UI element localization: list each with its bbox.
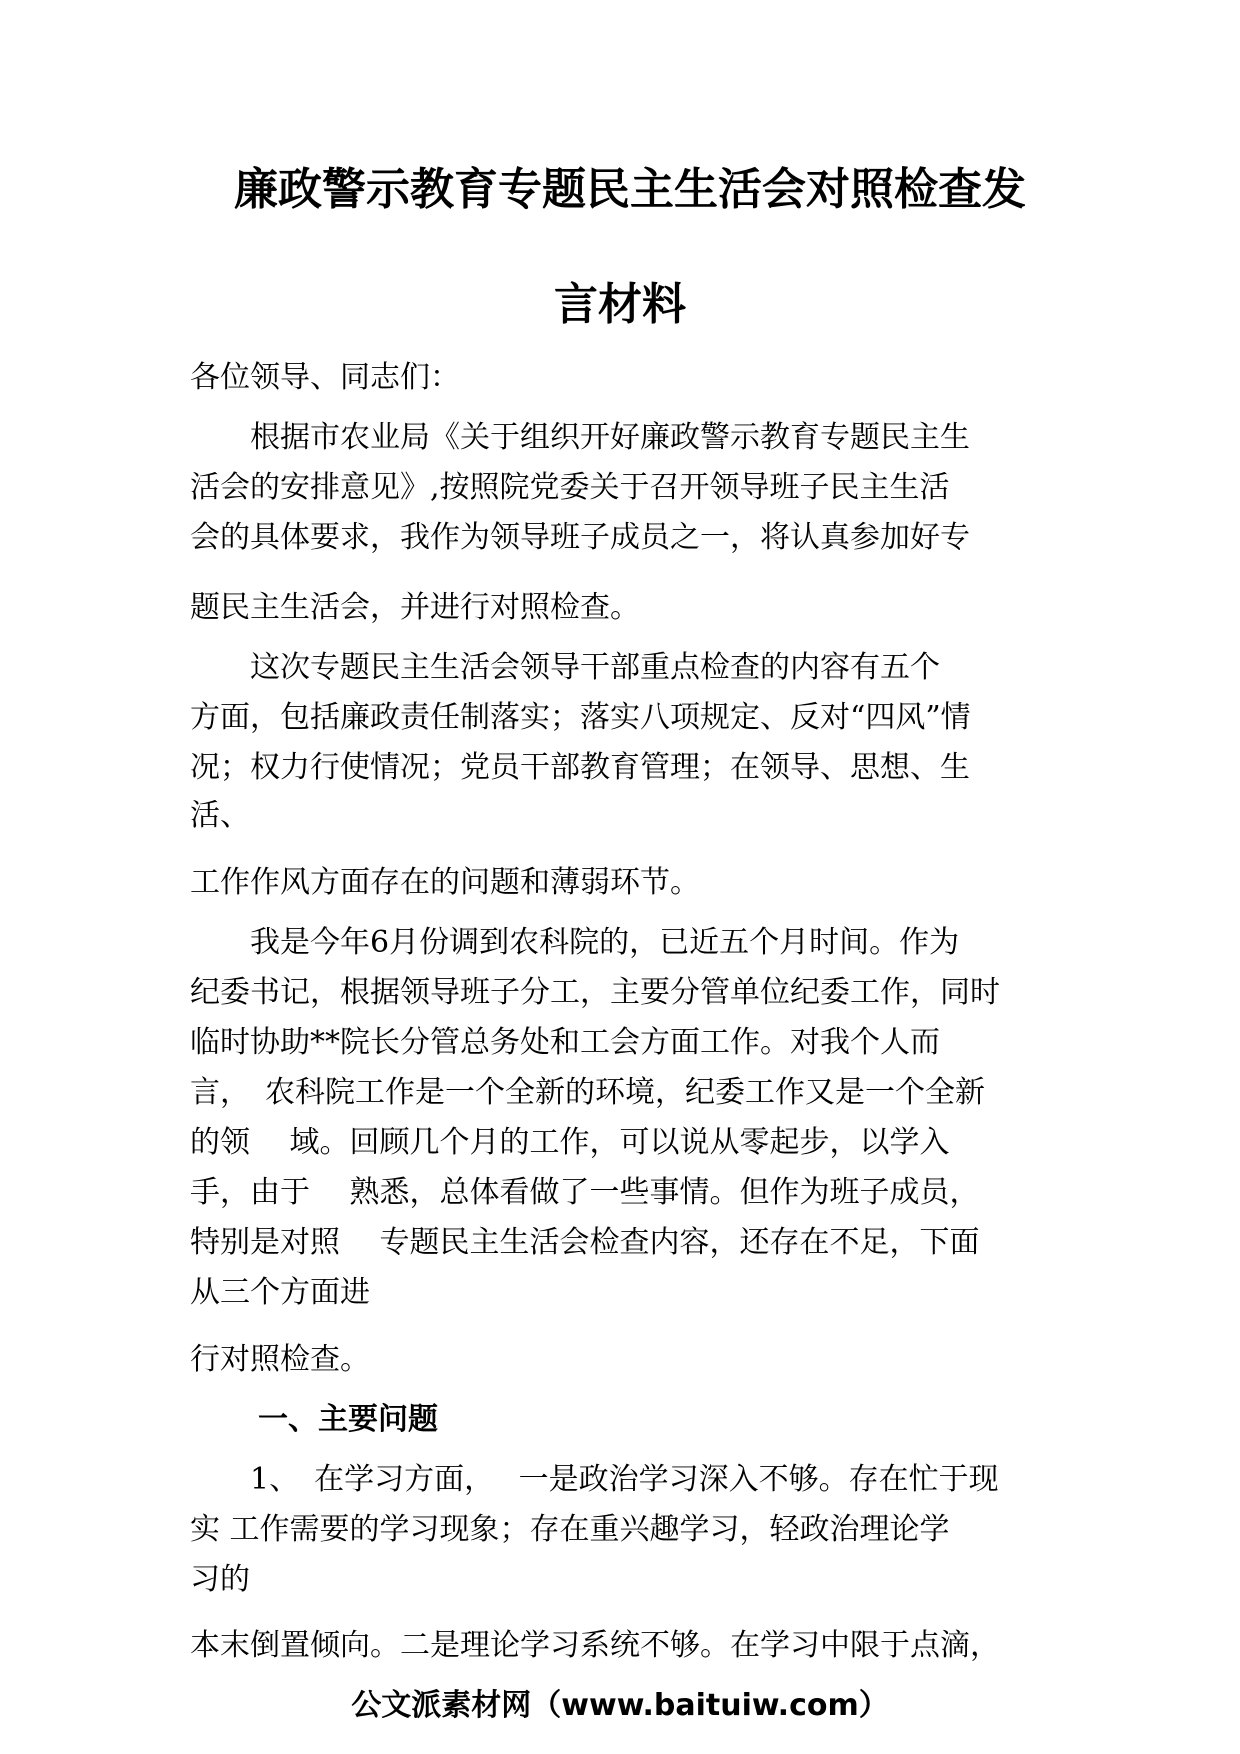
paragraph-4-line-3: 习的 bbox=[190, 1562, 250, 1597]
document-title-line-1: 廉政警示教育专题民主生活会对照检查发 bbox=[234, 164, 1026, 215]
paragraph-3-line-8: 从三个方面进 bbox=[190, 1275, 370, 1310]
paragraph-3-line-3: 临时协助**院长分管总务处和工会方面工作。对我个人而 bbox=[190, 1025, 940, 1060]
paragraph-3-line-2: 纪委书记，根据领导班子分工，主要分管单位纪委工作，同时 bbox=[190, 975, 1000, 1010]
paragraph-3-line-9: 行对照检查。 bbox=[190, 1342, 370, 1377]
paragraph-2-line-1: 这次专题民主生活会领导干部重点检查的内容有五个 bbox=[190, 650, 940, 685]
paragraph-1-line-1: 根据市农业局《关于组织开好廉政警示教育专题民主生 bbox=[190, 420, 970, 455]
paragraph-2-line-2: 方面，包括廉政责任制落实；落实八项规定、反对“四风”情 bbox=[190, 700, 971, 735]
paragraph-2-line-5: 工作作风方面存在的问题和薄弱环节。 bbox=[190, 865, 700, 900]
paragraph-1-line-4: 题民主生活会，并进行对照检查。 bbox=[190, 590, 640, 625]
paragraph-3-line-4: 言， 农科院工作是一个全新的环境，纪委工作又是一个全新 bbox=[190, 1075, 985, 1110]
salutation: 各位领导、同志们： bbox=[190, 360, 460, 395]
paragraph-4-line-4: 本末倒置倾向。二是理论学习系统不够。在学习中限于点滴， bbox=[190, 1628, 1000, 1663]
section-heading-main-problems: 一、主要问题 bbox=[258, 1402, 438, 1437]
paragraph-2-line-4: 活、 bbox=[190, 798, 250, 833]
paragraph-1-line-3: 会的具体要求，我作为领导班子成员之一，将认真参加好专 bbox=[190, 520, 970, 555]
paragraph-3-line-1: 我是今年6月份调到农科院的，已近五个月时间。作为 bbox=[190, 925, 960, 960]
paragraph-2-line-3: 况；权力行使情况；党员干部教育管理；在领导、思想、生 bbox=[190, 750, 970, 785]
paragraph-3-line-5: 的领 域。回顾几个月的工作，可以说从零起步，以学入 bbox=[190, 1125, 950, 1160]
paragraph-4-line-2: 实 工作需要的学习现象；存在重兴趣学习，轻政治理论学 bbox=[190, 1512, 950, 1547]
paragraph-1-line-2: 活会的安排意见》,按照院党委关于召开领导班子民主生活 bbox=[190, 470, 950, 505]
paragraph-4-line-1: 1、 在学习方面， 一是政治学习深入不够。存在忙于现 bbox=[190, 1462, 999, 1497]
document-title-line-2: 言材料 bbox=[554, 279, 686, 330]
paragraph-3-line-7: 特别是对照 专题民主生活会检查内容，还存在不足，下面 bbox=[190, 1225, 980, 1260]
paragraph-3-line-6: 手，由于 熟悉，总体看做了一些事情。但作为班子成员， bbox=[190, 1175, 980, 1210]
footer-source-watermark: 公文派素材网（www.baituiw.com） bbox=[351, 1688, 889, 1723]
